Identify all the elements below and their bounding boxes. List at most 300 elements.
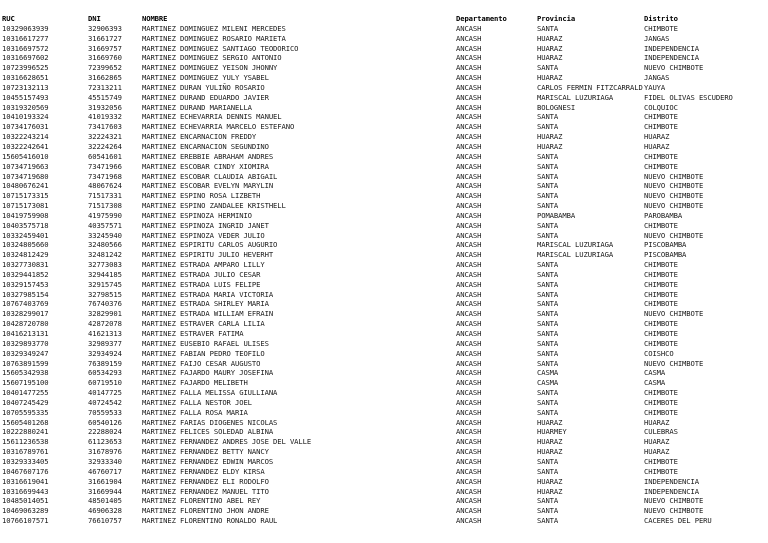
cell-departamento: ANCASH	[456, 486, 482, 496]
cell-nombre: MARTINEZ ESTRAVER CARLA LILIA	[142, 319, 265, 329]
cell-departamento: ANCASH	[456, 456, 482, 466]
cell-distrito: CHIMBOTE	[644, 23, 678, 33]
cell-departamento: ANCASH	[456, 210, 482, 220]
cell-ruc: 10332459401	[2, 230, 49, 240]
cell-dni: 32933340	[88, 456, 122, 466]
cell-distrito: CASMA	[644, 378, 666, 388]
table-row	[0, 240, 768, 250]
table-row	[0, 221, 768, 231]
cell-distrito: INDEPENDENCIA	[644, 53, 699, 63]
table-row	[0, 112, 768, 122]
cell-ruc: 10329157453	[2, 279, 49, 289]
cell-ruc: 10324812429	[2, 250, 49, 260]
cell-departamento: ANCASH	[456, 329, 482, 338]
cell-ruc: 10327730831	[2, 260, 49, 270]
cell-nombre: MARTINEZ DURAND MARIANELLA	[142, 102, 252, 112]
cell-dni: 71517331	[88, 191, 122, 201]
table-row	[0, 408, 768, 418]
table-row	[0, 132, 768, 142]
cell-distrito: CHIMBOTE	[644, 220, 678, 230]
cell-departamento: ANCASH	[456, 368, 482, 378]
cell-provincia: HUARAZ	[537, 447, 563, 457]
cell-provincia: SANTA	[537, 161, 559, 171]
cell-provincia: SANTA	[537, 466, 559, 476]
cell-dni: 61123653	[88, 437, 122, 447]
cell-ruc: 15611236538	[2, 437, 49, 447]
cell-departamento: ANCASH	[456, 43, 482, 53]
cell-nombre: MARTINEZ FAJARDO MELIBETH	[142, 378, 248, 388]
cell-ruc: 10316697602	[2, 53, 49, 63]
cell-provincia: HUARAZ	[537, 132, 563, 142]
cell-ruc: 10723132113	[2, 82, 49, 92]
cell-nombre: MARTINEZ ENCARNACION SEGUNDINO	[142, 141, 269, 151]
cell-provincia: SANTA	[537, 230, 559, 240]
cell-dni: 32915745	[88, 279, 122, 289]
cell-departamento: ANCASH	[456, 427, 482, 437]
cell-provincia: HUARAZ	[537, 73, 563, 83]
cell-distrito: NUEVO CHIMBOTE	[644, 230, 704, 240]
cell-provincia: SANTA	[537, 260, 559, 270]
cell-departamento: ANCASH	[456, 279, 482, 289]
cell-provincia: SANTA	[537, 299, 559, 309]
cell-nombre: MARTINEZ ESPINOZA HERMINIO	[142, 210, 252, 220]
cell-ruc: 10329441852	[2, 269, 49, 279]
header-distrito: Distrito	[644, 14, 678, 23]
cell-dni: 73471966	[88, 161, 122, 171]
cell-departamento: ANCASH	[456, 151, 482, 161]
cell-ruc: 10428720780	[2, 319, 49, 329]
cell-distrito: INDEPENDENCIA	[644, 43, 699, 53]
cell-departamento: ANCASH	[456, 348, 482, 358]
cell-nombre: MARTINEZ ESTRADA SHIRLEY MARIA	[142, 299, 269, 309]
cell-departamento: ANCASH	[456, 230, 482, 240]
table-row	[0, 260, 768, 270]
table-row	[0, 477, 768, 487]
cell-provincia: HUARAZ	[537, 141, 563, 151]
cell-dni: 41019332	[88, 112, 122, 122]
cell-provincia: CASMA	[537, 378, 559, 388]
cell-ruc: 10403575718	[2, 220, 49, 230]
table-row	[0, 437, 768, 447]
cell-provincia: MARISCAL LUZURIAGA	[537, 240, 614, 250]
cell-nombre: MARTINEZ FERNANDEZ BETTY NANCY	[142, 447, 269, 457]
cell-ruc: 10316697572	[2, 43, 49, 53]
cell-distrito: PISCOBAMBA	[644, 240, 687, 250]
cell-distrito: CHIMBOTE	[644, 289, 678, 299]
cell-dni: 31932056	[88, 102, 122, 112]
cell-dni: 60534293	[88, 368, 122, 378]
cell-distrito: HUARAZ	[644, 141, 670, 151]
table-row	[0, 63, 768, 73]
cell-dni: 33245940	[88, 230, 122, 240]
cell-distrito: CHIMBOTE	[644, 269, 678, 279]
cell-ruc: 10316699443	[2, 486, 49, 496]
cell-distrito: CHIMBOTE	[644, 299, 678, 309]
cell-provincia: SANTA	[537, 329, 559, 338]
cell-provincia: SANTA	[537, 388, 559, 398]
cell-provincia: SANTA	[537, 63, 559, 73]
cell-dni: 41621313	[88, 329, 122, 338]
cell-dni: 32989377	[88, 338, 122, 348]
cell-dni: 46906328	[88, 506, 122, 516]
header-ruc: RUC	[2, 14, 15, 23]
table-row	[0, 270, 768, 280]
cell-departamento: ANCASH	[456, 63, 482, 73]
table-row	[0, 349, 768, 359]
cell-ruc: 10480676241	[2, 181, 49, 191]
cell-dni: 46760717	[88, 466, 122, 476]
cell-nombre: MARTINEZ FLORENTINO ABEL REY	[142, 496, 261, 506]
cell-nombre: MARTINEZ ESPIRITU CARLOS AUGURIO	[142, 240, 278, 250]
cell-provincia: HUARMEY	[537, 427, 567, 437]
cell-departamento: ANCASH	[456, 132, 482, 142]
cell-nombre: MARTINEZ ESCOBAR CLAUDIA ABIGAIL	[142, 171, 278, 181]
cell-nombre: MARTINEZ ESCOBAR EVELYN MARYLIN	[142, 181, 274, 191]
cell-distrito: CASMA	[644, 368, 666, 378]
header-dni: DNI	[88, 14, 101, 23]
cell-provincia: SANTA	[537, 201, 559, 211]
cell-provincia: HUARAZ	[537, 476, 563, 486]
cell-provincia: SANTA	[537, 151, 559, 161]
cell-nombre: MARTINEZ DOMINGUEZ MILENI MERCEDES	[142, 23, 286, 33]
cell-nombre: MARTINEZ ESTRADA MARIA VICTORIA	[142, 289, 274, 299]
cell-distrito: CHIMBOTE	[644, 151, 678, 161]
cell-departamento: ANCASH	[456, 417, 482, 427]
cell-dni: 73471968	[88, 171, 122, 181]
cell-dni: 22288024	[88, 427, 122, 437]
cell-nombre: MARTINEZ ESTRAVER FATIMA	[142, 329, 244, 338]
table-row	[0, 378, 768, 388]
cell-provincia: HUARAZ	[537, 417, 563, 427]
cell-dni: 31661727	[88, 33, 122, 43]
cell-ruc: 10329349247	[2, 348, 49, 358]
cell-departamento: ANCASH	[456, 358, 482, 368]
cell-dni: 73417603	[88, 122, 122, 132]
cell-dni: 76610757	[88, 516, 122, 526]
cell-dni: 31669757	[88, 43, 122, 53]
table-row	[0, 44, 768, 54]
cell-dni: 31661904	[88, 476, 122, 486]
cell-nombre: MARTINEZ ESPIRITU JULIO HEVERHT	[142, 250, 274, 260]
cell-dni: 32773083	[88, 260, 122, 270]
cell-distrito: HUARAZ	[644, 437, 670, 447]
cell-departamento: ANCASH	[456, 53, 482, 63]
cell-distrito: NUEVO CHIMBOTE	[644, 309, 704, 319]
cell-distrito: CHIMBOTE	[644, 122, 678, 132]
table-row	[0, 231, 768, 241]
cell-nombre: MARTINEZ ECHEVARRIA DENNIS MANUEL	[142, 112, 282, 122]
cell-distrito: HUARAZ	[644, 447, 670, 457]
cell-ruc: 10316628651	[2, 73, 49, 83]
cell-nombre: MARTINEZ ECHEVARRIA MARCELO ESTEFANO	[142, 122, 295, 132]
cell-provincia: SANTA	[537, 309, 559, 319]
cell-nombre: MARTINEZ FARIAS DIOGENES NICOLAS	[142, 417, 278, 427]
cell-distrito: CULEBRAS	[644, 427, 678, 437]
cell-provincia: CASMA	[537, 368, 559, 378]
cell-distrito: CHIMBOTE	[644, 279, 678, 289]
cell-ruc: 10723996525	[2, 63, 49, 73]
cell-dni: 32224321	[88, 132, 122, 142]
cell-dni: 42872078	[88, 319, 122, 329]
cell-nombre: MARTINEZ ESPINO ZANDALEE KRISTHELL	[142, 201, 286, 211]
cell-dni: 60540126	[88, 417, 122, 427]
header-departamento: Departamento	[456, 14, 507, 23]
cell-departamento: ANCASH	[456, 122, 482, 132]
cell-provincia: SANTA	[537, 181, 559, 191]
cell-ruc: 10322243214	[2, 132, 49, 142]
cell-distrito: NUEVO CHIMBOTE	[644, 171, 704, 181]
cell-provincia: POMABAMBA	[537, 210, 576, 220]
cell-provincia: SANTA	[537, 23, 559, 33]
table-row	[0, 368, 768, 378]
table-row	[0, 329, 768, 339]
table-row	[0, 73, 768, 83]
cell-nombre: MARTINEZ DOMINGUEZ SANTIAGO TEODORICO	[142, 43, 299, 53]
cell-ruc: 10328299017	[2, 309, 49, 319]
cell-distrito: NUEVO CHIMBOTE	[644, 496, 704, 506]
table-row	[0, 516, 768, 526]
table-row	[0, 427, 768, 437]
table-row	[0, 418, 768, 428]
cell-dni: 31669760	[88, 53, 122, 63]
header-row	[0, 14, 768, 24]
cell-dni: 40724542	[88, 397, 122, 407]
cell-nombre: MARTINEZ FERNANDEZ EDWIN MARCOS	[142, 456, 274, 466]
cell-departamento: ANCASH	[456, 397, 482, 407]
cell-departamento: ANCASH	[456, 220, 482, 230]
cell-nombre: MARTINEZ ESCOBAR CINDY XIOMIRA	[142, 161, 269, 171]
table-row	[0, 359, 768, 369]
cell-ruc: 10767403769	[2, 299, 49, 309]
cell-provincia: HUARAZ	[537, 43, 563, 53]
table-row	[0, 34, 768, 44]
cell-nombre: MARTINEZ ESTRADA AMPARO LILLY	[142, 260, 265, 270]
cell-dni: 76389159	[88, 358, 122, 368]
cell-ruc: 10715173081	[2, 201, 49, 211]
cell-dni: 31662865	[88, 73, 122, 83]
cell-dni: 48501405	[88, 496, 122, 506]
cell-nombre: MARTINEZ ESPINO ROSA LIZBETH	[142, 191, 261, 201]
header-provincia: Provincia	[537, 14, 576, 23]
cell-dni: 32480566	[88, 240, 122, 250]
cell-departamento: ANCASH	[456, 407, 482, 417]
cell-ruc: 10734719680	[2, 171, 49, 181]
cell-nombre: MARTINEZ FERNANDEZ ELDY KIRSA	[142, 466, 265, 476]
table-row	[0, 250, 768, 260]
table-row	[0, 172, 768, 182]
cell-ruc: 10222880241	[2, 427, 49, 437]
cell-departamento: ANCASH	[456, 506, 482, 516]
cell-distrito: JANGAS	[644, 73, 670, 83]
cell-distrito: CHIMBOTE	[644, 329, 678, 338]
cell-departamento: ANCASH	[456, 466, 482, 476]
cell-provincia: SANTA	[537, 220, 559, 230]
cell-provincia: CARLOS FERMIN FITZCARRALD	[537, 82, 643, 92]
cell-departamento: ANCASH	[456, 299, 482, 309]
cell-distrito: CHIMBOTE	[644, 407, 678, 417]
cell-nombre: MARTINEZ DURAND EDUARDO JAVIER	[142, 92, 269, 102]
cell-departamento: ANCASH	[456, 240, 482, 250]
table-row	[0, 487, 768, 497]
cell-nombre: MARTINEZ FABIAN PEDRO TEOFILO	[142, 348, 265, 358]
cell-provincia: SANTA	[537, 506, 559, 516]
cell-dni: 48067624	[88, 181, 122, 191]
cell-departamento: ANCASH	[456, 141, 482, 151]
table-row	[0, 181, 768, 191]
cell-dni: 45515749	[88, 92, 122, 102]
table-row	[0, 388, 768, 398]
cell-dni: 32224264	[88, 141, 122, 151]
cell-ruc: 10467607176	[2, 466, 49, 476]
cell-provincia: SANTA	[537, 191, 559, 201]
cell-nombre: MARTINEZ DOMINGUEZ YEISON JHONNY	[142, 63, 278, 73]
cell-nombre: MARTINEZ DURAN YULIÑO ROSARIO	[142, 82, 265, 92]
table-row	[0, 447, 768, 457]
cell-distrito: PISCOBAMBA	[644, 250, 687, 260]
table-row	[0, 191, 768, 201]
cell-ruc: 10329333405	[2, 456, 49, 466]
cell-nombre: MARTINEZ FELICES SOLEDAD ALBINA	[142, 427, 274, 437]
cell-departamento: ANCASH	[456, 309, 482, 319]
cell-nombre: MARTINEZ DOMINGUEZ ROSARIO MARIETA	[142, 33, 286, 43]
table-row	[0, 152, 768, 162]
cell-provincia: SANTA	[537, 407, 559, 417]
cell-ruc: 10324805660	[2, 240, 49, 250]
cell-distrito: CHIMBOTE	[644, 338, 678, 348]
cell-nombre: MARTINEZ DOMINGUEZ YULY YSABEL	[142, 73, 269, 83]
cell-departamento: ANCASH	[456, 23, 482, 33]
cell-departamento: ANCASH	[456, 447, 482, 457]
table-row	[0, 201, 768, 211]
cell-provincia: SANTA	[537, 456, 559, 466]
table-row	[0, 53, 768, 63]
cell-ruc: 10766107571	[2, 516, 49, 526]
cell-departamento: ANCASH	[456, 338, 482, 348]
cell-departamento: ANCASH	[456, 112, 482, 122]
cell-dni: 32798515	[88, 289, 122, 299]
cell-provincia: HUARAZ	[537, 33, 563, 43]
cell-ruc: 10485014051	[2, 496, 49, 506]
cell-departamento: ANCASH	[456, 171, 482, 181]
cell-provincia: SANTA	[537, 348, 559, 358]
cell-ruc: 10316617277	[2, 33, 49, 43]
cell-nombre: MARTINEZ EUSEBIO RAFAEL ULISES	[142, 338, 269, 348]
cell-nombre: MARTINEZ ESPINOZA VEDER JULIO	[142, 230, 265, 240]
cell-nombre: MARTINEZ FALLA ROSA MARIA	[142, 407, 248, 417]
table-row	[0, 467, 768, 477]
cell-dni: 72399652	[88, 63, 122, 73]
cell-distrito: CHIMBOTE	[644, 466, 678, 476]
cell-ruc: 10410193324	[2, 112, 49, 122]
cell-ruc: 10734719663	[2, 161, 49, 171]
table-row	[0, 280, 768, 290]
cell-ruc: 10322242641	[2, 141, 49, 151]
cell-ruc: 10416213131	[2, 329, 49, 338]
cell-nombre: MARTINEZ EREBBIE ABRAHAM ANDRES	[142, 151, 274, 161]
cell-departamento: ANCASH	[456, 92, 482, 102]
cell-distrito: CHIMBOTE	[644, 388, 678, 398]
cell-distrito: CHIMBOTE	[644, 456, 678, 466]
cell-nombre: MARTINEZ FERNANDEZ MANUEL TITO	[142, 486, 269, 496]
cell-provincia: HUARAZ	[537, 486, 563, 496]
cell-distrito: NUEVO CHIMBOTE	[644, 506, 704, 516]
cell-departamento: ANCASH	[456, 476, 482, 486]
table-row	[0, 339, 768, 349]
cell-departamento: ANCASH	[456, 289, 482, 299]
cell-distrito: INDEPENDENCIA	[644, 476, 699, 486]
cell-departamento: ANCASH	[456, 82, 482, 92]
table-row	[0, 162, 768, 172]
cell-provincia: HUARAZ	[537, 53, 563, 63]
cell-nombre: MARTINEZ FALLA NESTOR JOEL	[142, 397, 252, 407]
cell-ruc: 10734176031	[2, 122, 49, 132]
cell-departamento: ANCASH	[456, 161, 482, 171]
cell-nombre: MARTINEZ ENCARNACION FREDDY	[142, 132, 257, 142]
cell-provincia: MARISCAL LUZURIAGA	[537, 92, 614, 102]
cell-ruc: 10407245429	[2, 397, 49, 407]
cell-distrito: NUEVO CHIMBOTE	[644, 181, 704, 191]
table-row	[0, 457, 768, 467]
cell-departamento: ANCASH	[456, 73, 482, 83]
cell-ruc: 10329063939	[2, 23, 49, 33]
cell-departamento: ANCASH	[456, 388, 482, 398]
cell-distrito: CHIMBOTE	[644, 397, 678, 407]
cell-dni: 40147725	[88, 388, 122, 398]
table-row	[0, 93, 768, 103]
table-row	[0, 506, 768, 516]
table-row	[0, 309, 768, 319]
cell-distrito: NUEVO CHIMBOTE	[644, 191, 704, 201]
cell-provincia: SANTA	[537, 319, 559, 329]
cell-provincia: SANTA	[537, 269, 559, 279]
cell-provincia: SANTA	[537, 516, 559, 526]
cell-provincia: SANTA	[537, 397, 559, 407]
cell-dni: 32829901	[88, 309, 122, 319]
cell-distrito: PAROBAMBA	[644, 210, 683, 220]
cell-dni: 71517308	[88, 201, 122, 211]
cell-departamento: ANCASH	[456, 33, 482, 43]
cell-provincia: SANTA	[537, 112, 559, 122]
cell-provincia: MARISCAL LUZURIAGA	[537, 250, 614, 260]
cell-departamento: ANCASH	[456, 181, 482, 191]
cell-departamento: ANCASH	[456, 102, 482, 112]
cell-distrito: NUEVO CHIMBOTE	[644, 63, 704, 73]
cell-nombre: MARTINEZ FAJARDO MAURY JOSEFINA	[142, 368, 274, 378]
cell-distrito: COLQUIOC	[644, 102, 678, 112]
cell-dni: 32906393	[88, 23, 122, 33]
table-row	[0, 398, 768, 408]
cell-ruc: 10316789761	[2, 447, 49, 457]
cell-ruc: 15605342938	[2, 368, 49, 378]
cell-distrito: CHIMBOTE	[644, 161, 678, 171]
cell-nombre: MARTINEZ FLORENTINO JHON ANDRE	[142, 506, 269, 516]
table-row	[0, 290, 768, 300]
cell-dni: 31678976	[88, 447, 122, 457]
cell-distrito: NUEVO CHIMBOTE	[644, 201, 704, 211]
cell-distrito: FIDEL OLIVAS ESCUDERO	[644, 92, 733, 102]
cell-nombre: MARTINEZ ESTRADA JULIO CESAR	[142, 269, 261, 279]
cell-distrito: CACERES DEL PERU	[644, 516, 712, 526]
cell-nombre: MARTINEZ FAIJO CESAR AUGUSTO	[142, 358, 261, 368]
cell-departamento: ANCASH	[456, 269, 482, 279]
cell-nombre: MARTINEZ FERNANDEZ ANDRES JOSE DEL VALLE	[142, 437, 312, 447]
cell-departamento: ANCASH	[456, 250, 482, 260]
cell-ruc: 10401477255	[2, 388, 49, 398]
table-row	[0, 103, 768, 113]
cell-departamento: ANCASH	[456, 201, 482, 211]
cell-ruc: 10319320569	[2, 102, 49, 112]
cell-distrito: CHIMBOTE	[644, 260, 678, 270]
